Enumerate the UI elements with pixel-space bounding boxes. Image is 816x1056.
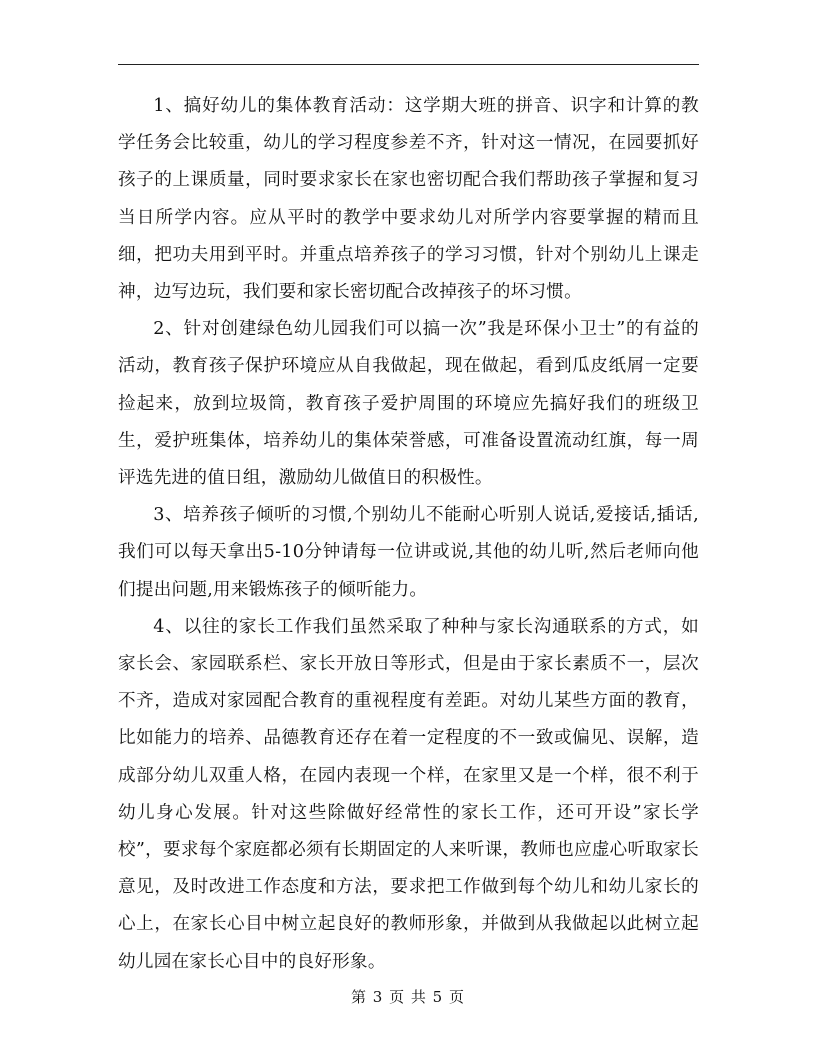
document-body — [118, 88, 699, 981]
paragraph-1: 1、搞好幼儿的集体教育活动：这学期大班的拼音、识字和计算的教学任务会比较重，幼儿的学习程度参差不齐，针对这一情况，在园要抓好孩子的上课质量，同时要求家长在家也密切配合我们帮助孩子掌握和复习当日所学内容。应从平时的教学中要求幼儿对所学内容要掌握的精而且细，把功夫用到平时。并重点培养孩子的学习习惯，针对个别幼儿上课走神，边写边玩，我们要和家长密切配合改掉孩子的坏习惯。 — [118, 96, 699, 303]
header-rule — [118, 64, 699, 65]
paragraph-2: 2、针对创建绿色幼儿园我们可以搞一次”我是环保小卫士”的有益的活动，教育孩子保护环境应从自我做起，现在做起，看到瓜皮纸屑一定要捡起来，放到垃圾筒，教育孩子爱护周围的环境应先搞好我们的班级卫生，爱护班集体，培养幼儿的集体荣誉感，可准备设置流动红旗，每一周评选先进的值日组，激励幼儿做值日的积极性。 — [118, 319, 699, 489]
page-footer — [0, 986, 816, 1007]
paragraph-4: 4、以往的家长工作我们虽然采取了种种与家长沟通联系的方式，如家长会、家园联系栏、家长开放日等形式，但是由于家长素质不一，层次不齐，造成对家园配合教育的重视程度有差距。对幼儿某些方面的教育，比如能力的培养、品德教育还存在着一定程度的不一致或偏见、误解，造成部分幼儿双重人格，在园内表现一个样，在家里又是一个样，很不利于幼儿身心发展。针对这些除做好经常性的家长工作，还可开设”家长学校”，要求每个家庭都必须有长期固定的人来听课，教师也应虚心听取家长意见，及时改进工作态度和方法，要求把工作做到每个幼儿和幼儿家长的心上，在家长心目中树立起良好的教师形象，并做到从我做起以此树立起幼儿园在家长心目中的良好形象。 — [118, 616, 699, 972]
paragraph-3: 3、培养孩子倾听的习惯,个别幼儿不能耐心听别人说话,爱接话,插话,我们可以每天拿出5-10分钟请每一位讲或说,其他的幼儿听,然后老师向他们提出问题,用来锻炼孩子的倾听能力。 — [118, 505, 699, 600]
page-number-label: 第 3 页 共 5 页 — [351, 988, 465, 1006]
